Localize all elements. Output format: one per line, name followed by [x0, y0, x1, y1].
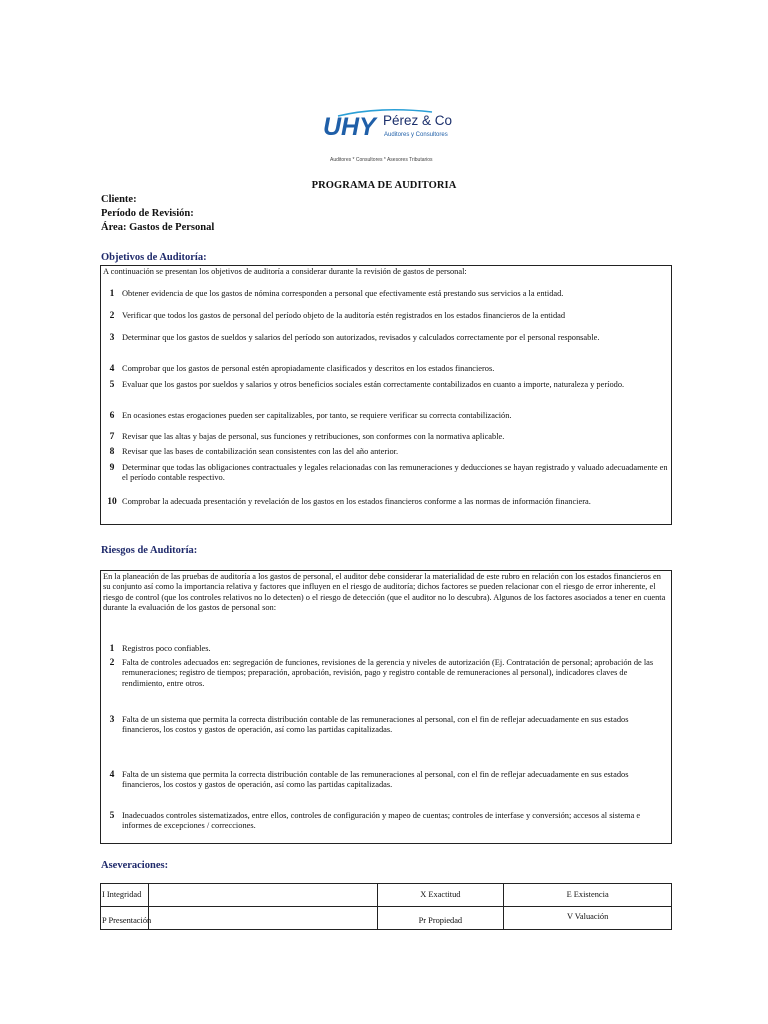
objetivo-text: Obtener evidencia de que los gastos de nómina corresponden a personal que efectivamente está prestando sus servicios a la entidad.	[122, 289, 564, 298]
table-row	[101, 907, 672, 930]
aseveracion-label: E Existencia	[566, 890, 609, 899]
objetivo-text: En ocasiones estas erogaciones pueden ser capitalizables, por tanto, se requiere verificar su correcta contabilización.	[122, 411, 512, 420]
riesgo-number: 3	[109, 715, 115, 725]
logo-firm-name: Pérez & Co	[383, 113, 453, 128]
aseveracion-label: P Presentación	[102, 916, 152, 925]
table-cell-empty	[148, 907, 377, 930]
riesgo-text: Inadecuados controles sistematizados, entre ellos, controles de configuración y mapeo de cuentas; controles de interfase y conversión; accesos al sistema e informes de excepciones / correcciones.	[122, 811, 641, 831]
objetivo-number: 10	[107, 497, 117, 507]
objetivo-text: Comprobar que los gastos de personal estén apropiadamente clasificados y descritos en los estados financieros.	[122, 364, 495, 373]
aseveracion-label: V Valuación	[566, 912, 609, 921]
riesgos-heading: Riesgos de Auditoría:	[101, 545, 198, 556]
riesgo-text: Falta de un sistema que permita la correcta distribución contable de las remuneraciones al personal, con el fin de reflejar adecuadamente en sus estados financieros, los costos y gastos de operación, así como las partidas capitalizadas.	[122, 715, 629, 735]
aseveracion-label: I Integridad	[102, 890, 142, 899]
cliente-label: Cliente:	[101, 194, 137, 205]
uhy-logo-graphic	[320, 104, 462, 174]
objetivo-number: 6	[109, 411, 115, 421]
table-cell-empty	[148, 884, 377, 907]
logo-brand-mark: UHY	[323, 113, 376, 141]
objetivo-text: Comprobar la adecuada presentación y revelación de los gastos en los estados financieros conforme a las normas de información financiera.	[122, 497, 591, 506]
riesgo-number: 1	[109, 644, 115, 654]
objetivo-number: 1	[109, 289, 115, 299]
objetivo-text: Determinar que todas las obligaciones contractuales y legales relacionadas con las remuneraciones y deducciones se hayan registrado y valuado adecuadamente en el período contable respectivo.	[122, 463, 668, 483]
table-cell	[504, 884, 672, 907]
riesgos-box	[100, 570, 672, 844]
table-cell-code	[101, 907, 152, 930]
objetivo-text: Verificar que todos los gastos de personal del período objeto de la auditoría estén registrados en los estados financieros de la entidad	[122, 311, 566, 320]
table-cell	[377, 907, 504, 930]
riesgo-text: Falta de controles adecuados en: segregación de funciones, revisiones de la gerencia y niveles de autorización (Ej. Contratación de personal; aprobación de las remuneraciones; registro de tiempos; preparación, aprobación, revisión, pago y registro contable de remuneraciones al personal), indicadores claves de rendimiento, entre otros.	[122, 658, 654, 688]
firm-logo	[320, 104, 462, 174]
table-cell	[377, 884, 504, 907]
table-cell	[504, 907, 672, 930]
table-row	[101, 884, 672, 907]
objetivo-number: 4	[109, 364, 115, 374]
objetivos-intro: A continuación se presentan los objetivos de auditoría a considerar durante la revisión de gastos de personal:	[103, 267, 467, 276]
objetivo-number: 8	[109, 447, 115, 457]
table-cell-code	[101, 884, 149, 907]
aseveracion-label: Pr Propiedad	[418, 916, 463, 925]
objetivo-number: 5	[109, 380, 115, 390]
logo-tagline: Auditores * Consultores * Asesores Tributarios	[330, 157, 433, 163]
riesgo-number: 4	[109, 770, 115, 780]
area-label: Área: Gastos de Personal	[101, 222, 215, 233]
objetivo-number: 7	[109, 432, 115, 442]
riesgo-text: Falta de un sistema que permita la correcta distribución contable de las remuneraciones al personal, con el fin de reflejar adecuadamente en sus estados financieros, los costos y gastos de operación, así como las partidas capitalizadas.	[122, 770, 629, 790]
objetivo-text: Revisar que las altas y bajas de personal, sus funciones y retribuciones, son conformes con la normativa aplicable.	[122, 432, 505, 441]
riesgos-intro: En la planeación de las pruebas de auditoría a los gastos de personal, el auditor debe considerar la materialidad de este rubro en relación con los estados financieros en su conjunto así como la importancia relativa y factores que influyen en el riesgo de auditoría; dichos factores se pueden relacionar con el riesgo de error inherente, el riesgo de control (que los controles relativos no lo detecten) o el riesgo de detección (que el auditor no lo descubra). Algunos de los factores asociados a tener en cuenta durante la evaluación de los gastos de personal son:	[103, 572, 666, 613]
objetivo-number: 9	[109, 463, 115, 473]
objetivo-text: Revisar que las bases de contabilización sean consistentes con las del año anterior.	[122, 447, 399, 456]
riesgo-number: 2	[109, 658, 115, 668]
logo-firm-subtitle: Auditores y Consultores	[384, 132, 448, 138]
aseveracion-label: X Exactitud	[420, 890, 461, 899]
riesgo-number: 5	[109, 811, 115, 821]
objetivos-box	[100, 265, 672, 525]
riesgo-text: Registros poco confiables.	[122, 644, 211, 653]
objetivo-text: Determinar que los gastos de sueldos y salarios del período son autorizados, revisados y calculados correctamente por el personal responsable.	[122, 333, 600, 342]
document-title: PROGRAMA DE AUDITORIA	[311, 180, 457, 191]
objetivo-number: 3	[109, 333, 115, 343]
objetivo-text: Evaluar que los gastos por sueldos y salarios y otros beneficios sociales están correctamente contabilizados en cuanto a importe, naturaleza y período.	[122, 380, 625, 389]
aseveraciones-heading: Aseveraciones:	[101, 860, 169, 871]
periodo-label: Período de Revisión:	[101, 208, 194, 219]
objetivo-number: 2	[109, 311, 115, 321]
objetivos-heading: Objetivos de Auditoría:	[101, 252, 207, 263]
aseveraciones-table	[100, 883, 672, 930]
